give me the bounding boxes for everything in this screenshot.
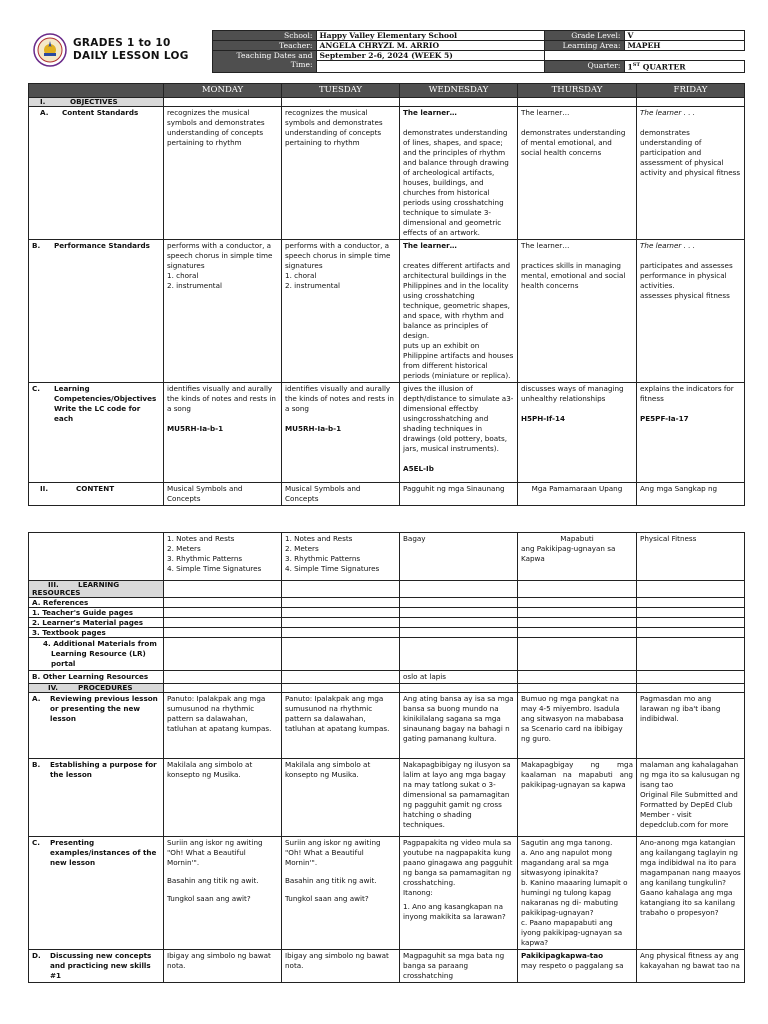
procedure-d-label: D. Discussing new concepts and practicing new skills #1 bbox=[29, 950, 164, 983]
procedure-d-mon: Ibigay ang simbolo ng bawat nota. bbox=[164, 950, 282, 983]
textbook-row bbox=[29, 628, 745, 638]
performance-standards-label: B. Performance Standards bbox=[29, 239, 164, 382]
teacher-value: ANGELA CHRYZL M. ARRIO bbox=[316, 41, 544, 51]
additional-materials-row bbox=[29, 638, 745, 671]
performance-standards-fri: The learner . . . participates and assesses performance in physical activities. assesses physical fitness bbox=[637, 239, 745, 382]
performance-standards-thu: The learner… practices skills in managing mental, emotional and social health concerns bbox=[518, 239, 637, 382]
procedure-a-mon: Panuto: Ipalakpak ang mga sumusunod na rhythmic pattern sa dalawahan, tatluhan at apatang kumpas. bbox=[164, 693, 282, 759]
procedure-c-row bbox=[29, 837, 745, 950]
day-monday: MONDAY bbox=[164, 83, 282, 97]
header-table bbox=[28, 30, 745, 73]
deped-seal-icon bbox=[33, 33, 67, 67]
procedure-b-row bbox=[29, 759, 745, 837]
content-tue-list: 1. Notes and Rests 2. Meters 3. Rhythmic Patterns 4. Simple Time Signatures bbox=[282, 533, 400, 581]
competencies-wed: gives the illusion of depth/distance to simulate a3-dimensional effectby usingcrosshatching and shading techniques in drawings (old pottery, boats, jars, musical instruments). A5EL-Ib bbox=[400, 382, 518, 482]
performance-standards-wed: The learner… creates different artifacts and architectural buildings in the Philippines and in the locality using crosshatching technique, geometric shapes, and space, with rhythm and balance as principles of design. puts up an exhibit on Philippine artifacts and houses from different historical periods (miniature or replica). bbox=[400, 239, 518, 382]
quarter-label: Quarter: bbox=[544, 61, 624, 73]
procedure-d-tue: Ibigay ang simbolo ng bawat nota. bbox=[282, 950, 400, 983]
lesson-table-page-1 bbox=[28, 83, 745, 506]
other-resources-wed: oslo at lapis bbox=[400, 671, 518, 684]
content-standards-row bbox=[29, 106, 745, 239]
procedure-c-mon: Suriin ang iskor ng awiting "Oh! What a Beautiful Mornin'". Basahin ang titik ng awit. Tungkol saan ang awit? bbox=[164, 837, 282, 950]
content-fri-cont: Physical Fitness bbox=[637, 533, 745, 581]
day-thursday: THURSDAY bbox=[518, 83, 637, 97]
area-value: MAPEH bbox=[624, 41, 744, 51]
procedure-d-row bbox=[29, 950, 745, 983]
procedure-c-tue: Suriin ang iskor ng awiting "Oh! What a Beautiful Mornin'". Basahin ang titik ng awit. Tungkol saan ang awit? bbox=[282, 837, 400, 950]
content-row bbox=[29, 482, 745, 505]
competencies-mon: identifies visually and aurally the kinds of notes and rests in a song MU5RH-Ia-b-1 bbox=[164, 382, 282, 482]
procedure-a-thu: Bumuo ng mga pangkat na may 4-5 miyembro. Isadula ang sitwasyon na mababasa sa Scenario card na ibibigay ng guro. bbox=[518, 693, 637, 759]
procedures-heading: IV. PROCEDURES bbox=[29, 684, 164, 693]
title-line-2: DAILY LESSON LOG bbox=[73, 49, 189, 62]
content-label: II. CONTENT bbox=[29, 482, 164, 505]
content-standards-fri: The learner . . . demonstrates understanding of participation and assessment of physical activity and physical fitness bbox=[637, 106, 745, 239]
content-standards-wed: The learner… demonstrates understanding of lines, shapes, and space; and the principles of rhythm and balance through drawing of archeological artifacts, houses, buildings, and churches from historical periods using crosshatching technique to simulate 3-dimensional and geometric effects of an artwork. bbox=[400, 106, 518, 239]
content-thu: Mga Pamamaraan Upang bbox=[518, 482, 637, 505]
content-tue: Musical Symbols and Concepts bbox=[282, 482, 400, 505]
procedure-d-fri: Ang physical fitness ay ang kakayahan ng bawat tao na bbox=[637, 950, 745, 983]
day-header-row bbox=[29, 83, 745, 97]
procedure-c-label: C. Presenting examples/instances of the new lesson bbox=[29, 837, 164, 950]
procedure-b-wed: Nakapagbibigay ng ilusyon sa lalim at layo ang mga bagay na may tatlong sukat o 3-dimensional sa pamamagitan ng pagguhit gamit ng cross hatching o shading techniques. bbox=[400, 759, 518, 837]
other-resources-row bbox=[29, 671, 745, 684]
resources-heading-row bbox=[29, 581, 745, 598]
school-label: School: bbox=[212, 31, 316, 41]
competencies-row bbox=[29, 382, 745, 482]
procedure-a-tue: Panuto: Ipalakpak ang mga sumusunod na rhythmic pattern sa dalawahan, tatluhan at apatang kumpas. bbox=[282, 693, 400, 759]
lesson-table-page-2 bbox=[28, 532, 745, 983]
procedure-b-mon: Makilala ang simbolo at konsepto ng Musika. bbox=[164, 759, 282, 837]
teachers-guide-label: 1. Teacher's Guide pages bbox=[29, 608, 164, 618]
title-line-1: GRADES 1 to 10 bbox=[73, 36, 171, 49]
content-standards-tue: recognizes the musical symbols and demonstrates understanding of concepts pertaining to rhythm bbox=[282, 106, 400, 239]
other-resources-label: B. Other Learning Resources bbox=[29, 671, 164, 684]
content-continued-row bbox=[29, 533, 745, 581]
header-title-cell bbox=[28, 31, 212, 73]
teacher-label: Teacher: bbox=[212, 41, 316, 51]
procedure-b-fri: malaman ang kahalagahan ng mga ito sa kalusugan ng isang tao Original File Submitted and Formatted by DepEd Club Member - visit depedclub.com for more bbox=[637, 759, 745, 837]
grade-label: Grade Level: bbox=[544, 31, 624, 41]
objectives-heading: I. OBJECTIVES bbox=[29, 97, 164, 106]
content-mon-list: 1. Notes and Rests 2. Meters 3. Rhythmic Patterns 4. Simple Time Signatures bbox=[164, 533, 282, 581]
page-1 bbox=[28, 30, 744, 506]
procedure-a-wed: Ang ating bansa ay isa sa mga bansa sa buong mundo na kinikilalang sagana sa mga sinaunang bagay na bahagi n gating pamanang kultura. bbox=[400, 693, 518, 759]
dates-value: September 2-6, 2024 (WEEK 5) bbox=[316, 51, 544, 61]
day-tuesday: TUESDAY bbox=[282, 83, 400, 97]
performance-standards-row bbox=[29, 239, 745, 382]
competencies-fri: explains the indicators for fitness PE5PF-Ia-17 bbox=[637, 382, 745, 482]
references-label: A. References bbox=[29, 598, 164, 608]
learners-material-label: 2. Learner's Material pages bbox=[29, 618, 164, 628]
additional-materials-label: 4. Additional Materials from Learning Resource (LR) portal bbox=[29, 638, 164, 671]
content-wed: Pagguhit ng mga Sinaunang bbox=[400, 482, 518, 505]
procedure-a-fri: Pagmasdan mo ang larawan ng iba't ibang indibidwal. bbox=[637, 693, 745, 759]
textbook-label: 3. Textbook pages bbox=[29, 628, 164, 638]
procedure-b-label: B. Establishing a purpose for the lesson bbox=[29, 759, 164, 837]
area-label: Learning Area: bbox=[544, 41, 624, 51]
day-wednesday: WEDNESDAY bbox=[400, 83, 518, 97]
grade-value: V bbox=[624, 31, 744, 41]
references-row bbox=[29, 598, 745, 608]
procedure-c-thu: Sagutin ang mga tanong. a. Ano ang napulot mong magandang aral sa mga sitwasyong ipinakita? b. Kanino maaaring lumapit o humingi ng tulong kapag nakaranas ng di- mabuting pakikipag-ugnayan? c. Paano mapapabuti ang iyong pakikipag-ugnayan sa kapwa? bbox=[518, 837, 637, 950]
competencies-label: C. Learning Competencies/Objectives Write the LC code for each bbox=[29, 382, 164, 482]
procedure-c-wed: Pagpapakita ng video mula sa youtube na nagpapakita kung paano ginagawa ang pagguhit ng banga sa pamamagitan ng crosshatching. Itanong: 1. Ano ang kasangkapan na inyong makikita sa larawan? bbox=[400, 837, 518, 950]
performance-standards-mon: performs with a conductor, a speech chorus in simple time signatures 1. choral 2. instrumental bbox=[164, 239, 282, 382]
procedure-a-label: A. Reviewing previous lesson or presenting the new lesson bbox=[29, 693, 164, 759]
content-wed-cont: Bagay bbox=[400, 533, 518, 581]
objectives-heading-row bbox=[29, 97, 745, 106]
procedure-b-thu: Makapagbigay ng mga kaalaman na mapabuti ang pakikipag-ugnayan sa kapwa bbox=[518, 759, 637, 837]
content-standards-thu: The learner… demonstrates understanding of mental emotional, and social health concerns bbox=[518, 106, 637, 239]
content-fri: Ang mga Sangkap ng bbox=[637, 482, 745, 505]
content-standards-mon: recognizes the musical symbols and demonstrates understanding of concepts pertaining to rhythm bbox=[164, 106, 282, 239]
competencies-thu: discusses ways of managing unhealthy relationships H5PH-If-14 bbox=[518, 382, 637, 482]
performance-standards-tue: performs with a conductor, a speech chorus in simple time signatures 1. choral 2. instrumental bbox=[282, 239, 400, 382]
competencies-tue: identifies visually and aurally the kinds of notes and rests in a song MU5RH-Ia-b-1 bbox=[282, 382, 400, 482]
procedure-d-wed: Magpaguhit sa mga bata ng banga sa paraang crosshatching bbox=[400, 950, 518, 983]
quarter-value: 1ST QUARTER bbox=[624, 61, 744, 73]
day-friday: FRIDAY bbox=[637, 83, 745, 97]
content-thu-cont: Mapabuti ang Pakikipag-ugnayan sa Kapwa bbox=[518, 533, 637, 581]
procedure-c-fri: Ano-anong mga katangian ang kailangang taglayin ng mga indibidwal na ito para magampanan nang maayos ang kanilang tungkulin? Gaano kahalaga ang mga katangiang ito sa kanilang trabaho o propesyon? bbox=[637, 837, 745, 950]
content-standards-label: A. Content Standards bbox=[29, 106, 164, 239]
procedures-heading-row bbox=[29, 684, 745, 693]
page-2 bbox=[28, 532, 744, 983]
learners-material-row bbox=[29, 618, 745, 628]
content-mon: Musical Symbols and Concepts bbox=[164, 482, 282, 505]
teachers-guide-row bbox=[29, 608, 745, 618]
dates-label: Teaching Dates and Time: bbox=[212, 51, 316, 73]
procedure-b-tue: Makilala ang simbolo at konsepto ng Musika. bbox=[282, 759, 400, 837]
school-value: Happy Valley Elementary School bbox=[316, 31, 544, 41]
procedure-a-row bbox=[29, 693, 745, 759]
resources-heading: III. LEARNING RESOURCES bbox=[29, 581, 164, 598]
procedure-d-thu: Pakikipagkapwa-tao may respeto o paggalang sa bbox=[518, 950, 637, 983]
